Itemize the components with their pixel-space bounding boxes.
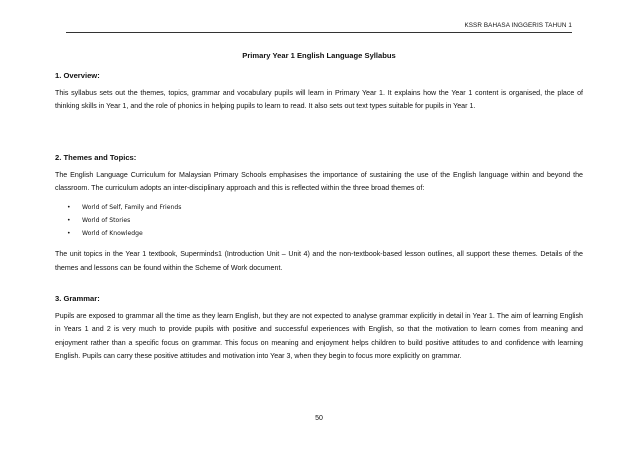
paragraph: This syllabus sets out the themes, topics, grammar and vocabulary pupils will learn in Primary Year 1. It explains how the Year 1 content is organised, the place of thinking skills in Year 1, and the role of phonics in helping pupils to learn to read. It also sets out text types suitable for pupils in Year 1. bbox=[55, 89, 583, 111]
section-heading: 1. Overview: bbox=[55, 71, 100, 80]
paragraph: The English Language Curriculum for Malaysian Primary Schools emphasises the importance of sustaining the use of the English language within and beyond the classroom. The curriculum adopts an inter-disciplinary approach and this is reflected within the three broad themes of: bbox=[55, 171, 583, 193]
list-item: • World of Self, Family and Friends bbox=[55, 201, 583, 214]
bullet-icon: • bbox=[67, 230, 71, 238]
page-title: Primary Year 1 English Language Syllabus bbox=[242, 51, 396, 60]
running-header: KSSR BAHASA INGGERIS TAHUN 1 bbox=[464, 22, 572, 29]
paragraph: Pupils are exposed to grammar all the time as they learn English, but they are not expected to analyse grammar explicitly in detail in Year 1. The aim of learning English in Years 1 and 2 is very much to provide pupils with positive and successful experiences with English, so that the motivation to learn comes from meaning and enjoyment rather than a specific focus on grammar. This focus on meaning and enjoyment helps children to build positive attitudes to and confidence with learning English. Pupils can carry these positive attitudes and motivation into Year 3, when they begin to focus more explicitly on grammar. bbox=[55, 312, 583, 360]
section-heading: 2. Themes and Topics: bbox=[55, 153, 137, 162]
list-item: • World of Stories bbox=[55, 214, 583, 227]
page-number: 50 bbox=[315, 415, 323, 422]
section-overview bbox=[55, 71, 583, 114]
section-themes-topics bbox=[55, 153, 583, 275]
theme-list bbox=[55, 201, 583, 241]
section-heading: 3. Grammar: bbox=[55, 294, 100, 303]
bullet-icon: • bbox=[67, 216, 71, 224]
paragraph: The unit topics in the Year 1 textbook, Superminds1 (Introduction Unit – Unit 4) and the non-textbook-based lesson outlines, all support these themes. Details of the themes and lessons can be found within the Scheme of Work document. bbox=[55, 250, 583, 272]
header-rule bbox=[66, 32, 572, 33]
list-item: • World of Knowledge bbox=[55, 227, 583, 240]
bullet-icon: • bbox=[67, 203, 71, 211]
section-grammar bbox=[55, 294, 583, 363]
